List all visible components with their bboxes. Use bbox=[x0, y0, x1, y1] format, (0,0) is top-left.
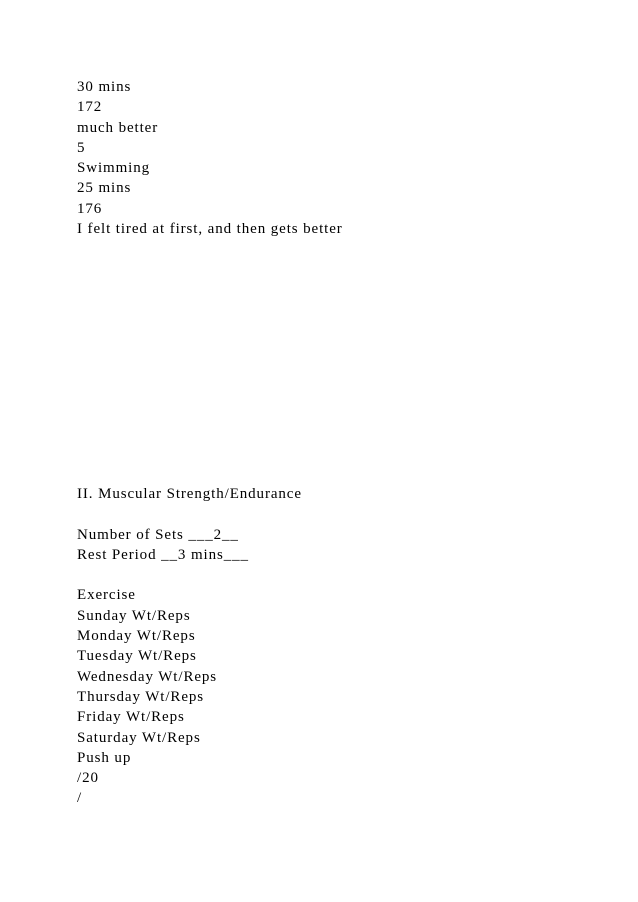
activity-text: Swimming bbox=[77, 160, 151, 177]
day-column-header: Saturday Wt/Reps bbox=[77, 729, 201, 746]
day-column-header: Friday Wt/Reps bbox=[77, 709, 185, 726]
day-number-text: 5 bbox=[77, 139, 86, 156]
feeling-text: I felt tired at first, and then gets better bbox=[77, 221, 343, 238]
number-of-sets-text: Number of Sets ___2__ bbox=[77, 526, 239, 543]
muscular-strength-section bbox=[77, 484, 302, 809]
day-column-header: Thursday Wt/Reps bbox=[77, 688, 205, 705]
day-column-header: Sunday Wt/Reps bbox=[77, 607, 191, 624]
exercise-name: Push up bbox=[77, 749, 132, 766]
day-column-header: Wednesday Wt/Reps bbox=[77, 668, 218, 685]
day-column-header: Tuesday Wt/Reps bbox=[77, 648, 197, 665]
reps-entry: / bbox=[77, 790, 83, 807]
feeling-text: much better bbox=[77, 119, 159, 136]
blank-line bbox=[77, 565, 302, 585]
section-heading: II. Muscular Strength/Endurance bbox=[77, 486, 302, 502]
cardio-log-continuation bbox=[77, 77, 343, 239]
exercise-header: Exercise bbox=[77, 587, 136, 604]
heart-rate-text: 176 bbox=[77, 200, 103, 217]
rest-period-text: Rest Period __3 mins___ bbox=[77, 546, 249, 563]
reps-entry: /20 bbox=[77, 770, 99, 787]
duration-text: 25 mins bbox=[77, 180, 132, 197]
duration-text: 30 mins bbox=[77, 79, 132, 95]
blank-line bbox=[77, 504, 302, 524]
heart-rate-text: 172 bbox=[77, 99, 103, 116]
day-column-header: Monday Wt/Reps bbox=[77, 628, 196, 645]
